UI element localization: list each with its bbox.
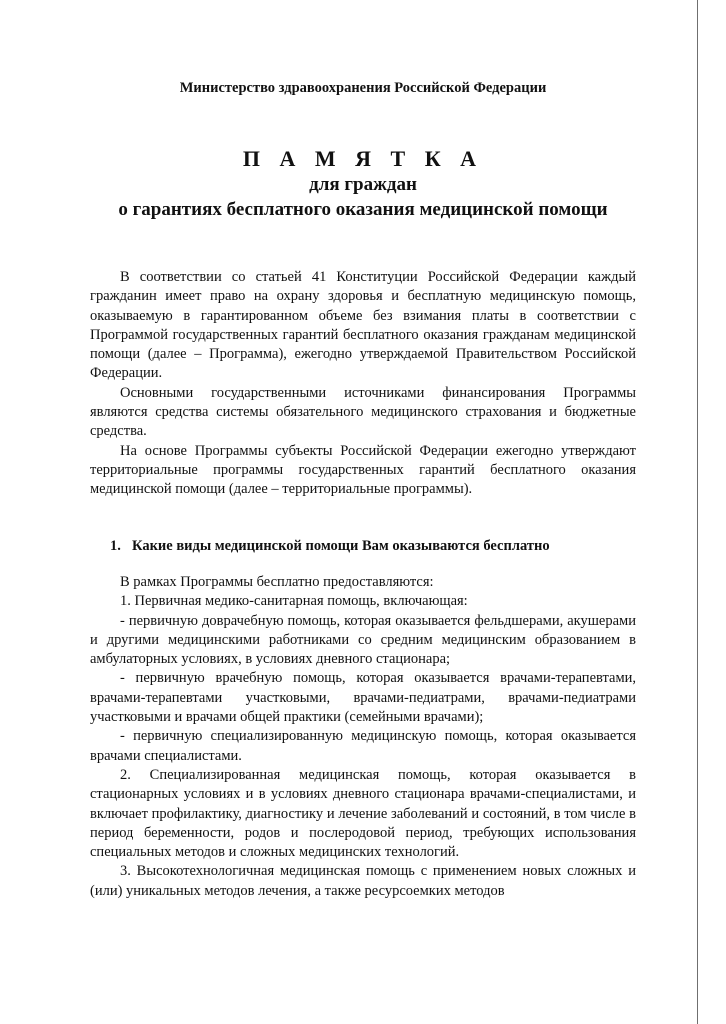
intro-paragraph-territorial: На основе Программы субъекты Российской Федерации ежегодно утверждают территориальные программы государственных гарантий бесплатного оказания медицинской помощи (далее – территориальные программы). (90, 442, 636, 498)
memo-subtitle-topic: о гарантиях бесплатного оказания медицинской помощи (118, 199, 608, 220)
section-1-heading (110, 538, 670, 555)
list-subitem-pre-doctor: - первичную доврачебную помощь, которая оказывается фельдшерами, акушерами и другими медицинскими работниками со средним медицинским образованием в амбулаторных условиях, в условиях дневного стационара; (90, 612, 636, 668)
intro-section (90, 268, 636, 500)
section-1-number: 1. (110, 538, 121, 554)
list-item-high-tech-care: 3. Высокотехнологичная медицинская помощь с применением новых сложных и (или) уникальных методов лечения, а также ресурсоемких методов (90, 863, 636, 899)
memo-subtitle-audience: для граждан (309, 174, 417, 195)
section-1-title: Какие виды медицинской помощи Вам оказываются бесплатно (132, 538, 550, 554)
section-1-body (90, 573, 636, 901)
section-1-lead: В рамках Программы бесплатно предоставляются: (120, 574, 434, 590)
intro-paragraph-funding: Основными государственными источниками финансирования Программы являются средства системы обязательного медицинского страхования и бюджетные средства. (90, 384, 636, 440)
list-item-specialized-care: 2. Специализированная медицинская помощь, которая оказывается в стационарных условиях и в условиях дневного стационара врачами-специалистами, и включает профилактику, диагностику и лечение заболеваний и состояний, в том числе в период беременности, родов и послеродовой период, требующих использования специальных методов и сложных медицинских технологий. (90, 766, 636, 861)
memo-title: П А М Я Т К А (242, 146, 484, 171)
list-subitem-doctor: - первичную врачебную помощь, которая оказывается врачами-терапевтами, врачами-терапевтами участковыми, врачами-педиатрами, врачами-педиатрами участковыми и врачами общей практики (семейными врачами); (90, 670, 636, 726)
ministry-header: Министерство здравоохранения Российской Федерации (179, 80, 547, 96)
list-subitem-specialized-primary: - первичную специализированную медицинскую помощь, которая оказывается врачами специалистами. (90, 728, 636, 764)
intro-paragraph-constitution: В соответствии со статьей 41 Конституции Российской Федерации каждый гражданин имеет право на охрану здоровья и бесплатную медицинскую помощь, оказываемую в гарантированном объеме без взимания платы в соответствии с Программой государственных гарантий бесплатного оказания гражданам медицинской помощи (далее – Программа), ежегодно утверждаемой Правительством Российской Федерации. (90, 269, 636, 382)
list-item-primary-care: 1. Первичная медико-санитарная помощь, включающая: (120, 593, 468, 610)
